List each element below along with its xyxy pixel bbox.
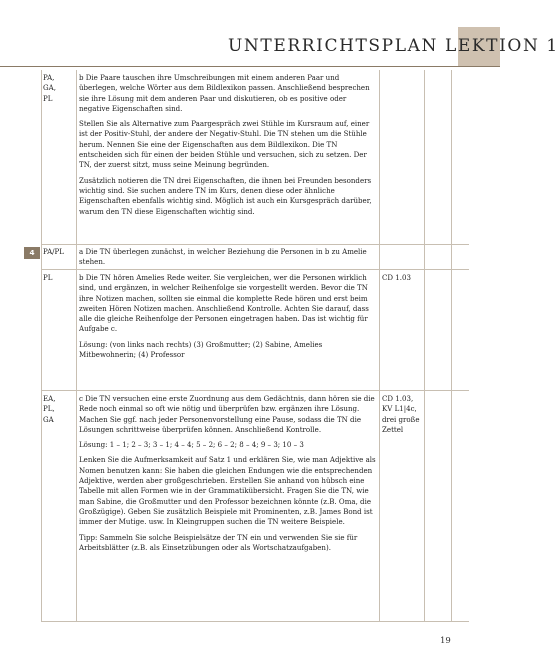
header-divider <box>0 66 500 67</box>
paragraph: Lösung: (von links nach rechts) (3) Großmutter; (2) Sabine, Amelies Mitbewohnerin; (4) Professor <box>79 339 323 360</box>
social-form: PA/PL <box>43 247 64 256</box>
table-row <box>24 270 452 390</box>
material-cell: CD 1.03 <box>382 273 411 282</box>
table-row <box>24 70 452 244</box>
paragraph: Lösung: 1 – 1; 2 – 3; 3 – 1; 4 – 4; 5 – 2; 6 – 2; 8 – 4; 9 – 3; 10 – 3 <box>79 440 304 450</box>
paragraph: b Die Paare tauschen ihre Umschreibungen mit einem anderen Paar und überlegen, welche Wörter aus dem Bildlexikon passen. Anschließend besprechen sie ihre Lösung mit dem anderen Paar und diskutieren, ob es positive oder negative Eigenschaften sind. <box>79 73 370 113</box>
paragraph: Lenken Sie die Aufmerksamkeit auf Satz 1 und erklären Sie, wie man Adjektive als Nomen benutzen kann: Sie haben die gleichen Endungen wie die entsprechenden Adjektive, werden aber großgeschrieben. Erstellen Sie anhand von hübsch eine Tabelle mit allen Formen wie in der Grammatikübersicht. Fragen Sie die TN, wie man Sabine, die Großmutter und den Professor bezeichnen könnte (z.B. Oma, die Großzügige). Geben Sie zusätzlich Beispiele mit Prominenten, z.B. James Bond ist immer der Mutige. usw. In Kleingruppen suchen die TN weitere Beispiele. <box>79 455 376 527</box>
page-title: UNTERRICHTSPLAN LEKTION 1 <box>228 36 559 56</box>
table-row <box>24 391 452 621</box>
row-text <box>79 73 376 222</box>
social-form: PL <box>43 273 53 282</box>
lesson-plan-table <box>24 70 452 622</box>
exercise-number-badge: 4 <box>24 247 40 259</box>
column-divider <box>379 70 380 622</box>
paragraph: c Die TN versuchen eine erste Zuordnung aus dem Gedächtnis, dann hören sie die Rede noch einmal so oft wie nötig und überprüfen bzw. ergänzen ihre Lösung. Machen Sie ggf. nach jeder Personenvorstellung eine Pause, sodass die TN die Lösungen schrittweise überprüfen können. Anschließend Kontrolle. <box>79 394 375 434</box>
column-divider <box>451 70 452 622</box>
row-text <box>79 273 376 365</box>
paragraph: Zusätzlich notieren die TN drei Eigenschaften, die ihnen bei Freunden besonders wichtig sind. Sie suchen andere TN im Kurs, denen diese oder ähnliche Eigenschaften ebenfalls wichtig sind. Möglich ist auch ein Kursgespräch darüber, warum den TN diese Eigenschaften wichtig sind. <box>79 175 372 216</box>
row-text <box>79 394 376 558</box>
column-divider <box>424 70 425 622</box>
paragraph: a Die TN überlegen zunächst, in welcher Beziehung die Personen in b zu Amelie stehen. <box>79 247 367 267</box>
page-number: 19 <box>440 636 451 646</box>
paragraph: b Die TN hören Amelies Rede weiter. Sie vergleichen, wer die Personen wirklich sind, und ergänzen, in welcher Reihenfolge sie vorgestellt werden. Bevor die TN ihre Notizen machen, sollten sie einmal die komplette Rede hören und erst beim zweiten Hören Notizen machen. Anschließend Kontrolle. Achten Sie darauf, dass alle die gleiche Reihenfolge der Personen eingetragen haben. Das ist wichtig für Aufgabe c. <box>79 273 369 334</box>
social-form: EA, PL, GA <box>43 394 56 424</box>
paragraph: Tipp: Sammeln Sie solche Beispielsätze der TN ein und verwenden Sie sie für Arbeitsblätter (z.B. als Einsetzübungen oder als Wortschatzaufgaben). <box>79 532 358 552</box>
material-cell: CD 1.03, KV L1|4c, drei große Zettel <box>382 394 420 434</box>
table-row <box>24 245 452 269</box>
row-divider <box>41 621 469 622</box>
paragraph: Stellen Sie als Alternative zum Paargespräch zwei Stühle im Kursraum auf, einer ist der Positiv-Stuhl, der andere der Negativ-Stuhl. Die TN stehen um die Stühle herum. Nennen Sie eine der Eigenschaften aus dem Bildlexikon. Die TN entscheiden sich für einen der beiden Stühle und versuchen, sich zu setzen. Der TN, der zuerst sitzt, muss seine Meinung begründen. <box>79 119 370 170</box>
column-divider <box>41 70 42 622</box>
column-divider <box>76 70 77 622</box>
social-form: PA, GA, PL <box>43 73 56 103</box>
